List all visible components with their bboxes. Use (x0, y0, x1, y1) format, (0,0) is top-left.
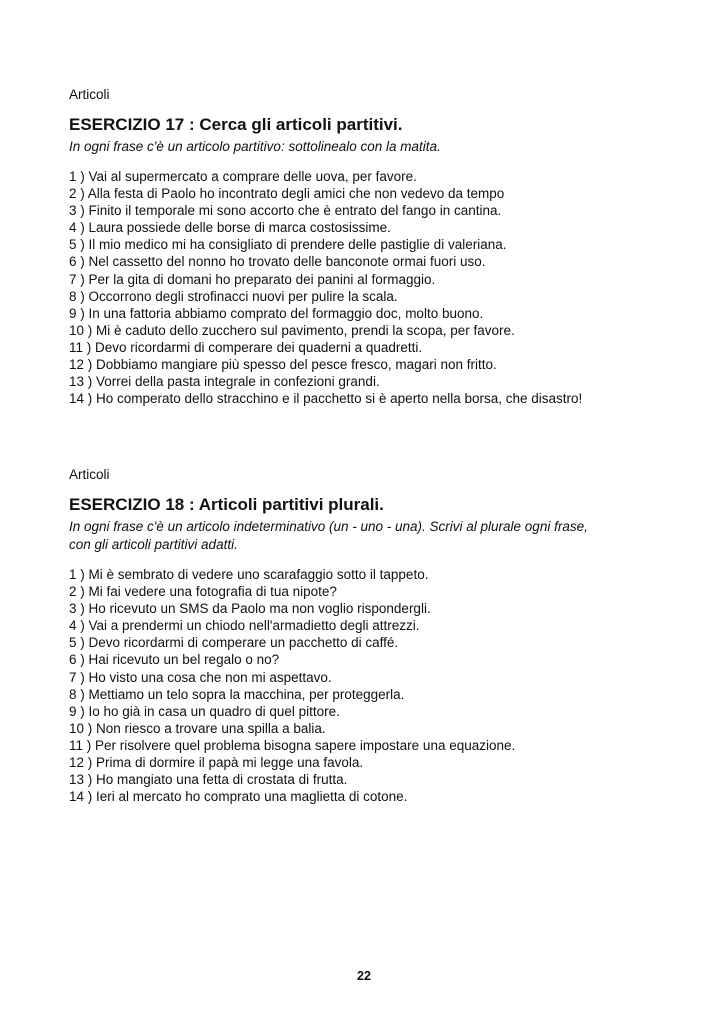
sentence-list (69, 168, 689, 407)
sentence-item: 9 ) Io ho già in casa un quadro di quel pittore. (69, 703, 340, 719)
sentence-item: 7 ) Per la gita di domani ho preparato dei panini al formaggio. (69, 271, 436, 287)
sentence-item: 12 ) Prima di dormire il papà mi legge una favola. (69, 755, 364, 771)
sentence-list (69, 566, 689, 805)
sentence-item: 4 ) Laura possiede delle borse di marca costosissime. (69, 220, 391, 236)
sentence-item: 11 ) Per risolvere quel problema bisogna sapere impostare una equazione. (69, 737, 516, 753)
sentence-item: 14 ) Ho comperato dello stracchino e il pacchetto si è aperto nella borsa, che disastro! (69, 391, 583, 407)
exercise-instruction: In ogni frase c'è un articolo indeterminativo (un - uno - una). Scrivi al plurale ogni frase, con gli articoli partitivi adatti. (69, 519, 588, 552)
exercise-18 (69, 466, 689, 805)
sentence-item: 1 ) Mi è sembrato di vedere uno scarafaggio sotto il tappeto. (69, 567, 429, 582)
sentence-item: 5 ) Devo ricordarmi di comperare un pacchetto di caffé. (69, 635, 399, 651)
sentence-item: 8 ) Occorrono degli strofinacci nuovi per pulire la scala. (69, 288, 398, 304)
sentence-item: 3 ) Ho ricevuto un SMS da Paolo ma non voglio rispondergli. (69, 601, 431, 617)
sentence-item: 10 ) Non riesco a trovare una spilla a balia. (69, 720, 326, 736)
exercise-17 (69, 86, 689, 407)
exercise-title: ESERCIZIO 17 : Cerca gli articoli partitivi. (69, 115, 403, 134)
exercise-title: ESERCIZIO 18 : Articoli partitivi plurali. (69, 495, 384, 514)
sentence-item: 12 ) Dobbiamo mangiare più spesso del pesce fresco, magari non fritto. (69, 357, 497, 373)
sentence-item: 13 ) Ho mangiato una fetta di crostata di frutta. (69, 772, 348, 788)
sentence-item: 3 ) Finito il temporale mi sono accorto che è entrato del fango in cantina. (69, 203, 502, 219)
category-label: Articoli (69, 467, 110, 482)
sentence-item: 14 ) Ieri al mercato ho comprato una maglietta di cotone. (69, 789, 408, 805)
exercise-instruction: In ogni frase c'è un articolo partitivo: sottolinealo con la matita. (69, 139, 441, 154)
sentence-item: 9 ) In una fattoria abbiamo comprato del formaggio doc, molto buono. (69, 305, 484, 321)
sentence-item: 7 ) Ho visto una cosa che non mi aspettavo. (69, 669, 332, 685)
sentence-item: 1 ) Vai al supermercato a comprare delle uova, per favore. (69, 169, 417, 184)
sentence-item: 13 ) Vorrei della pasta integrale in confezioni grandi. (69, 374, 380, 390)
sentence-item: 10 ) Mi è caduto dello zucchero sul pavimento, prendi la scopa, per favore. (69, 322, 515, 338)
sentence-item: 11 ) Devo ricordarmi di comperare dei quaderni a quadretti. (69, 339, 423, 355)
sentence-item: 8 ) Mettiamo un telo sopra la macchina, per proteggerla. (69, 686, 405, 702)
sentence-item: 4 ) Vai a prendermi un chiodo nell'armadietto degli attrezzi. (69, 618, 420, 634)
sentence-item: 6 ) Hai ricevuto un bel regalo o no? (69, 652, 280, 668)
sentence-item: 6 ) Nel cassetto del nonno ho trovato delle banconote ormai fuori uso. (69, 254, 486, 270)
page-number: 22 (357, 969, 371, 983)
sentence-item: 5 ) Il mio medico mi ha consigliato di prendere delle pastiglie di valeriana. (69, 237, 507, 253)
category-label: Articoli (69, 87, 110, 102)
sentence-item: 2 ) Alla festa di Paolo ho incontrato degli amici che non vedevo da tempo (69, 186, 505, 202)
sentence-item: 2 ) Mi fai vedere una fotografia di tua nipote? (69, 584, 337, 600)
